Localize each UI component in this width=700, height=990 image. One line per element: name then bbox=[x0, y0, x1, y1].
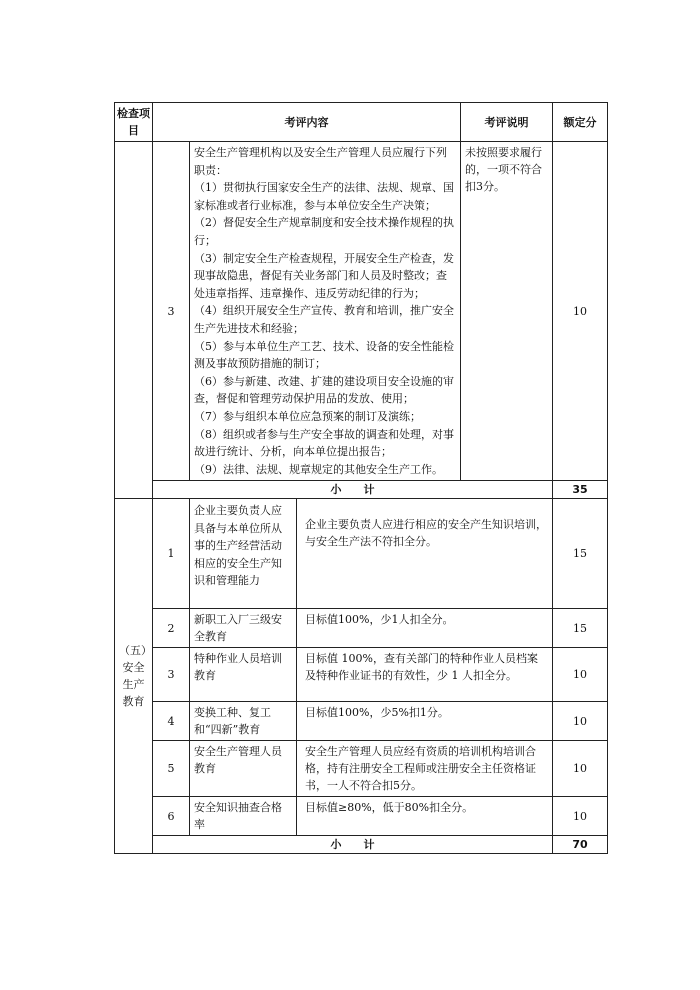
row-item: 安全生产管理人员教育 bbox=[190, 741, 297, 797]
header-points: 额定分 bbox=[553, 103, 608, 142]
subtotal-row bbox=[115, 481, 608, 499]
assessment-table bbox=[114, 102, 608, 854]
row-desc: 安全生产管理人员应经有资质的培训机构培训合格，持有注册安全工程师或注册安全主任资格证书，一人不符合扣5分。 bbox=[297, 741, 553, 797]
row-desc: 企业主要负责人应进行相应的安全产生知识培训，与安全生产法不符扣全分。 bbox=[297, 499, 553, 609]
row-number: 4 bbox=[153, 702, 190, 741]
points-value: 15 bbox=[553, 609, 608, 648]
section5-title-cell bbox=[115, 499, 153, 854]
table-row bbox=[115, 499, 608, 609]
header-row bbox=[115, 103, 608, 142]
section5-title-text: 安全生产教育 bbox=[122, 661, 145, 709]
table-row bbox=[115, 797, 608, 836]
row-number: 1 bbox=[153, 499, 190, 609]
header-content: 考评内容 bbox=[153, 103, 461, 142]
content-line: 安全生产管理机构以及安全生产管理人员应履行下列职责： bbox=[194, 146, 447, 177]
content-line: （4）组织开展安全生产宣传、教育和培训，推广安全生产先进技术和经验； bbox=[194, 304, 454, 335]
table-row bbox=[115, 142, 608, 481]
row-item: 企业主要负责人应具备与本单位所从事的生产经营活动相应的安全生产知识和管理能力 bbox=[190, 499, 297, 609]
subtotal-row bbox=[115, 836, 608, 854]
points-value: 10 bbox=[553, 797, 608, 836]
row-item: 特种作业人员培训教育 bbox=[190, 648, 297, 702]
section4-title-cell bbox=[115, 142, 153, 499]
points-value: 15 bbox=[553, 499, 608, 609]
row-item: 变换工种、复工和“四新”教育 bbox=[190, 702, 297, 741]
subtotal-label: 小 计 bbox=[153, 836, 553, 854]
content-line: （2）督促安全生产规章制度和安全技术操作规程的执行； bbox=[194, 216, 454, 247]
content-line: （8）组织或者参与生产安全事故的调查和处理，对事故进行统计、分析，向本单位提出报告； bbox=[194, 427, 454, 459]
row-number: 5 bbox=[153, 741, 190, 797]
subtotal-points: 35 bbox=[553, 481, 608, 499]
table-row bbox=[115, 741, 608, 797]
table-row bbox=[115, 609, 608, 648]
row-desc: 目标值100%，少5%扣1分。 bbox=[297, 702, 553, 741]
content-line: （3）制定安全生产检查规程，开展安全生产检查，发现事故隐患，督促有关业务部门和人员及时整改；查处违章指挥、违章操作、违反劳动纪律的行为； bbox=[194, 251, 454, 300]
header-item: 检查项目 bbox=[115, 103, 153, 142]
points-value: 10 bbox=[553, 741, 608, 797]
table-row bbox=[115, 702, 608, 741]
row-desc: 目标值≥80%，低于80%扣全分。 bbox=[297, 797, 553, 836]
section4-desc: 未按照要求履行的，一项不符合扣3分。 bbox=[461, 142, 553, 481]
subtotal-label: 小 计 bbox=[153, 481, 553, 499]
section4-content bbox=[190, 142, 461, 481]
content-line: （9）法律、法规、规章规定的其他安全生产工作。 bbox=[194, 462, 443, 476]
content-line: （7）参与组织本单位应急预案的制订及演练； bbox=[194, 409, 421, 423]
section5-title-number: （五） bbox=[119, 644, 152, 658]
points-value: 10 bbox=[553, 702, 608, 741]
points-value: 10 bbox=[553, 142, 608, 481]
row-number: 6 bbox=[153, 797, 190, 836]
header-desc: 考评说明 bbox=[461, 103, 553, 142]
subtotal-points: 70 bbox=[553, 836, 608, 854]
content-line: （6）参与新建、改建、扩建的建设项目安全设施的审查，督促和管理劳动保护用品的发放、使用； bbox=[194, 374, 454, 406]
content-line: （5）参与本单位生产工艺、技术、设备的安全性能检测及事故预防措施的制订； bbox=[194, 339, 454, 371]
table-row bbox=[115, 648, 608, 702]
row-number: 3 bbox=[153, 142, 190, 481]
row-item: 新职工入厂三级安全教育 bbox=[190, 609, 297, 648]
content-line: （1）贯彻执行国家安全生产的法律、法规、规章、国家标准或者行业标准，参与本单位安全生产决策； bbox=[194, 181, 454, 212]
row-desc: 目标值 100%，查有关部门的特种作业人员档案及特种作业证书的有效性，少 1 人扣全分。 bbox=[297, 648, 553, 702]
row-number: 2 bbox=[153, 609, 190, 648]
points-value: 10 bbox=[553, 648, 608, 702]
row-desc: 目标值100%，少1人扣全分。 bbox=[297, 609, 553, 648]
row-number: 3 bbox=[153, 648, 190, 702]
row-item: 安全知识抽查合格率 bbox=[190, 797, 297, 836]
